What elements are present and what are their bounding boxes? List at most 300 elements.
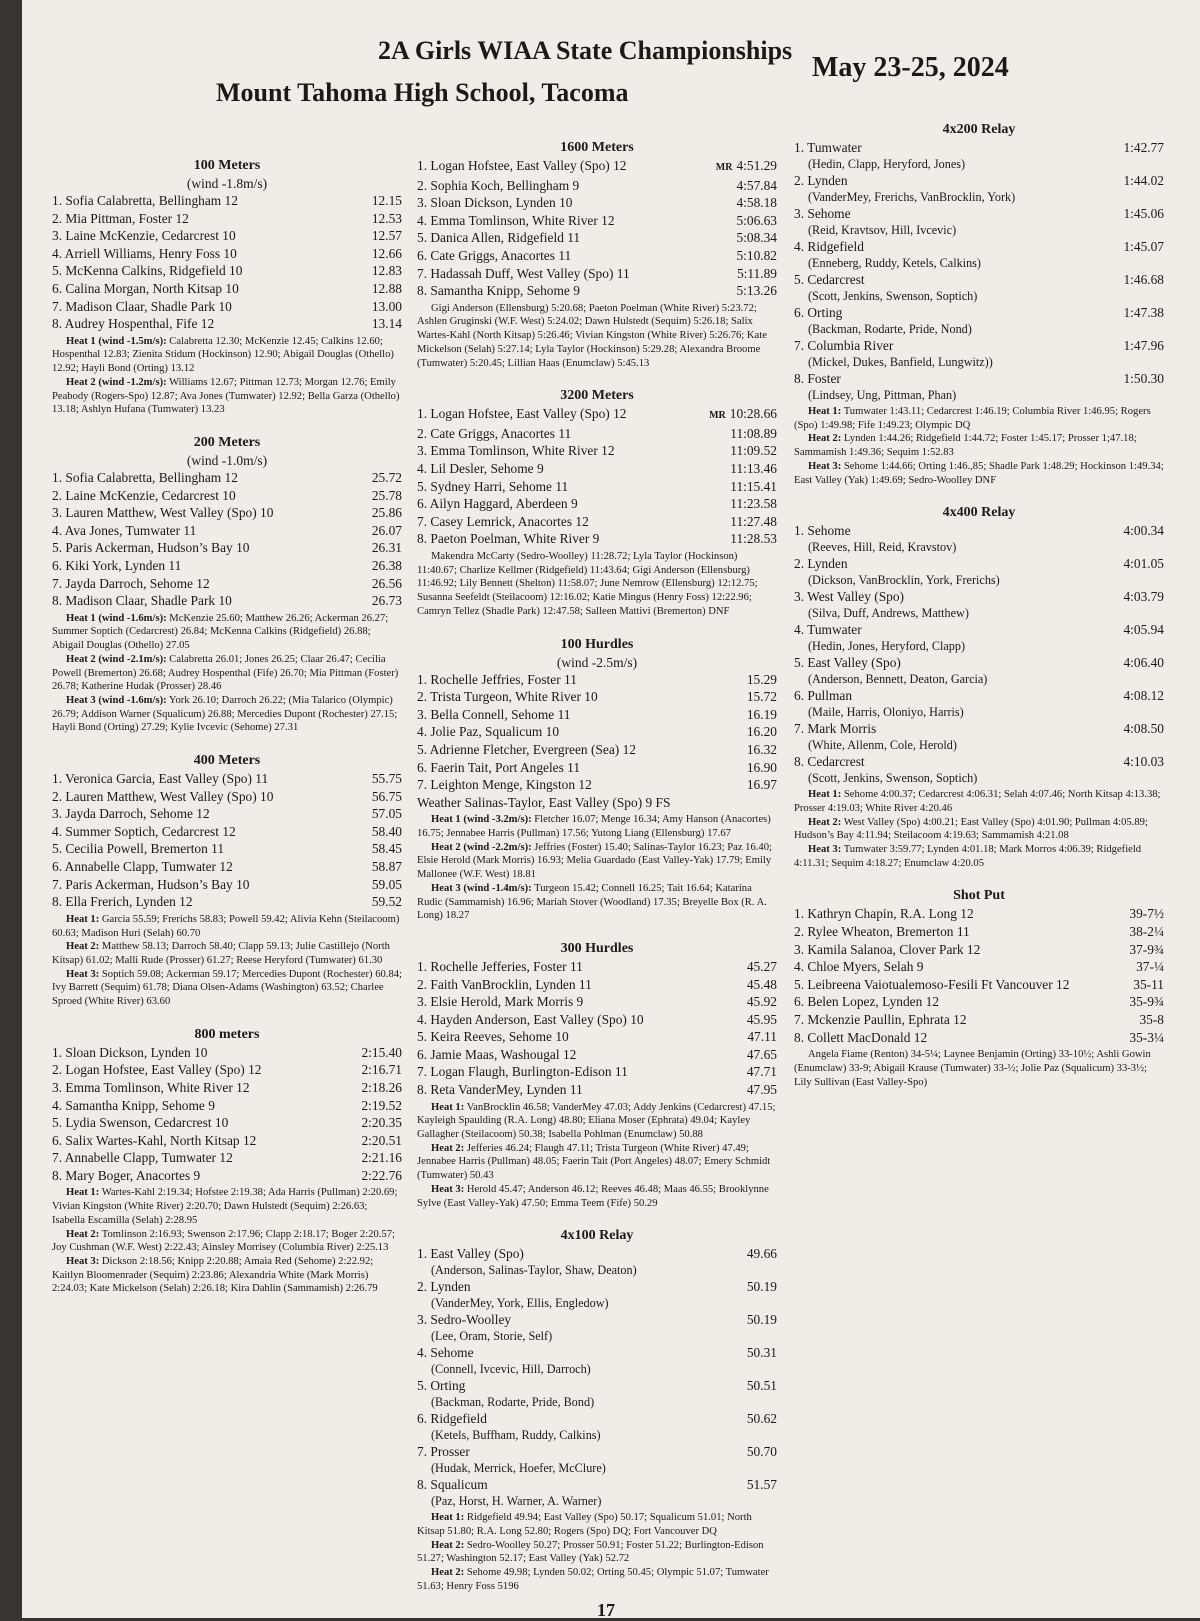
- heat-notes: [794, 405, 1164, 487]
- mark-value: 25.78: [371, 487, 402, 503]
- heat-text: Matthew 58.13; Darroch 58.40; Clapp 59.13; Julie Castillejo (North Kitsap) 61.02; Malli Rude (Prosser) 61.27; Reese Heryford (Tumwater) 61.30: [52, 941, 390, 966]
- athlete: 2. Sophia Koch, Bellingham 9: [417, 177, 580, 193]
- athlete: 4. Emma Tomlinson, White River 12: [417, 212, 615, 228]
- relay-members: (Dickson, VanBrocklin, York, Frerichs): [808, 572, 1000, 587]
- mark: [372, 504, 402, 522]
- heat-line: [52, 335, 402, 376]
- result-row: [52, 840, 402, 858]
- heat-text: Tumwater 1:43.11; Cedarcrest 1:46.19; Columbia River 1:46.95; Rogers (Spo) 1:49.98; Fife 1:49.23; Olympic DQ: [794, 406, 1151, 431]
- result-row: [417, 247, 777, 265]
- heat-notes: [417, 302, 777, 371]
- athlete: 6. Calina Morgan, North Kitsap 10: [52, 280, 239, 296]
- athlete: 3. Lauren Matthew, West Valley (Spo) 10: [52, 505, 274, 521]
- heat-line: [52, 913, 402, 940]
- heat-text: Sedro-Woolley 50.27; Prosser 50.91; Foster 51.22; Burlington-Edison 51.27; Washington 52.17; East Valley (Yak) 52.72: [417, 1539, 764, 1565]
- athlete: 1. Sehome: [794, 523, 851, 539]
- mark: [747, 776, 777, 794]
- athlete: 3. Laine McKenzie, Cedarcrest 10: [52, 228, 236, 244]
- mark-value: 13.14: [371, 316, 402, 332]
- relay-members: (Anderson, Bennett, Deaton, Garcia): [808, 671, 988, 686]
- result-row: [417, 1476, 777, 1494]
- mark: [736, 212, 777, 230]
- athlete: 8. Cedarcrest: [794, 754, 865, 770]
- result-row: [52, 469, 402, 487]
- mark: [747, 706, 777, 724]
- event-gap: [417, 923, 777, 939]
- athlete: 5. McKenna Calkins, Ridgefield 10: [52, 263, 243, 279]
- mark: [372, 245, 402, 263]
- heat-text: Tumwater 3:59.77; Lynden 4:01.18; Mark Morros 4:06.39; Ridgefield 4:11.31; Sequim 4:18.27; Enumclaw 4:20.05: [794, 844, 1142, 869]
- athlete: 1. East Valley (Spo): [417, 1246, 524, 1262]
- result-row: [52, 227, 402, 245]
- result-row: [794, 654, 1164, 672]
- heat-line: [794, 460, 1164, 487]
- heat-label: Heat 3:: [66, 968, 100, 980]
- mark: [736, 247, 777, 265]
- event-400m: [52, 751, 402, 1009]
- result-row: [417, 530, 777, 548]
- result-row: [417, 177, 777, 195]
- heat-notes: [794, 788, 1164, 870]
- heat-text: Ridgefield 49.94; East Valley (Spo) 50.17; Squalicum 51.01; North Kitsap 51.80; R.A. Long 52.80; Rogers (Spo) DQ; Fort Vancouver DQ: [417, 1512, 752, 1537]
- athlete: 3. Sedro-Woolley: [417, 1312, 512, 1328]
- heat-line: [52, 1228, 402, 1255]
- result-row: [417, 1377, 777, 1395]
- mark-value: 12.53: [371, 210, 402, 226]
- heat-notes: [417, 1511, 777, 1593]
- heat-text: VanBrocklin 46.58; VanderMey 47.03; Addy Jenkins (Cedarcrest) 47.15; Kayleigh Spaulding (R.A. Long) 48.80; Eliana Moser (Ephrata) 49.04; Kayley Gallagher (Steilacoom) 50.38; Isabella Pohlman (Enumclaw) 50.88: [417, 1101, 776, 1141]
- heat-label: Heat 1 (wind -1.5m/s):: [66, 335, 167, 347]
- athlete: 8. Madison Claar, Shadle Park 10: [52, 593, 232, 609]
- mark-value: 50.62: [746, 1411, 777, 1427]
- result-row: [417, 1081, 777, 1099]
- event-title: 300 Hurdles: [560, 940, 634, 956]
- heat-line: [417, 841, 777, 882]
- heat-label: Heat 2:: [808, 433, 842, 445]
- relay-members: (Anderson, Salinas-Taylor, Shaw, Deaton): [431, 1262, 637, 1277]
- mark: [1129, 1029, 1164, 1047]
- athlete: 4. Ridgefield: [794, 239, 864, 254]
- athlete: 1. Sofia Calabretta, Bellingham 12: [52, 469, 238, 485]
- athlete: 1. Sofia Calabretta, Bellingham 12: [52, 193, 238, 208]
- athlete: 4. Samantha Knipp, Sehome 9: [52, 1097, 215, 1113]
- athlete: 2. Laine McKenzie, Cedarcrest 10: [52, 487, 236, 503]
- column-1: [52, 156, 402, 1296]
- heat-text: Sehome 49.98; Lynden 50.02; Orting 50.45; Olympic 51.07; Tumwater 51.63; Henry Foss 5196: [417, 1567, 769, 1592]
- heat-label: Heat 2:: [66, 941, 100, 953]
- event-title: 100 Meters: [193, 158, 261, 173]
- result-row: [417, 776, 777, 794]
- result-row: [794, 1029, 1164, 1047]
- heat-notes: [417, 813, 777, 923]
- result-row: [794, 753, 1164, 771]
- result-row: [794, 370, 1164, 388]
- mark: [372, 262, 402, 280]
- athlete: 8. Ella Frerich, Lynden 12: [52, 894, 193, 910]
- mark: [1129, 923, 1164, 941]
- mark-value: 58.40: [371, 823, 402, 839]
- mark: [747, 723, 777, 741]
- mark: [747, 1245, 777, 1263]
- heat-text: McKenzie 25.60; Matthew 26.26; Ackerman 26.27; Summer Soptich (Cedarcrest) 26.84; McKenna Calkins (Ridgefield) 26.88; Abigail Douglas (Othello) 27.05: [52, 612, 389, 652]
- result-row: [52, 823, 402, 841]
- mark-value: 25.72: [371, 469, 402, 485]
- mark: [372, 227, 402, 245]
- mark-value: 35-11: [1133, 976, 1164, 992]
- result-row: [794, 555, 1164, 573]
- mark: [372, 315, 402, 333]
- result-row: [52, 770, 402, 788]
- event-title: Shot Put: [953, 888, 1005, 904]
- heat-line: [794, 405, 1164, 432]
- athlete: 3. Emma Tomlinson, White River 12: [417, 443, 615, 459]
- mark-value: 38-2¼: [1129, 924, 1164, 940]
- result-row: [52, 1149, 402, 1167]
- result-row: [417, 229, 777, 247]
- athlete: 6. Annabelle Clapp, Tumwater 12: [52, 859, 233, 875]
- heat-line: [417, 302, 777, 371]
- mark: [361, 1044, 402, 1062]
- mark: [747, 1476, 777, 1494]
- record-flag: MR: [715, 162, 733, 173]
- mark: [1123, 271, 1164, 289]
- athlete: 4. Sehome: [417, 1345, 474, 1361]
- mark: [747, 1046, 777, 1064]
- athlete: 4. Arriell Williams, Henry Foss 10: [52, 245, 237, 261]
- heat-line: [417, 550, 777, 619]
- athlete: 7. Columbia River: [794, 338, 894, 353]
- result-row: [794, 304, 1164, 322]
- heat-label: Heat 1:: [66, 1187, 100, 1199]
- event-title: 4x400 Relay: [942, 505, 1016, 521]
- relay-members: (VanderMey, Frerichs, VanBrocklin, York): [808, 189, 1016, 204]
- heat-line: [417, 882, 777, 923]
- mark-value: 16.19: [746, 706, 777, 722]
- meet-dates: May 23-25, 2024: [812, 52, 1009, 83]
- result-row: [794, 976, 1164, 994]
- athlete: 3. Bella Connell, Sehome 11: [417, 706, 571, 722]
- mark: [747, 741, 777, 759]
- result-row: [417, 425, 777, 443]
- athlete: 3. Sloan Dickson, Lynden 10: [417, 195, 573, 211]
- mark-value: 11:28.53: [730, 531, 777, 547]
- mark-value: 2:20.35: [361, 1115, 402, 1131]
- heat-line: [52, 612, 402, 653]
- mark-value: 50.51: [746, 1378, 777, 1394]
- result-row: [794, 588, 1164, 606]
- result-row: [52, 522, 402, 540]
- event-1600m: [417, 138, 777, 370]
- relay-members: (Hudak, Merrick, Hoefer, McClure): [431, 1460, 606, 1475]
- relay-members: (Maile, Harris, Oloniyo, Harris): [808, 704, 964, 719]
- athlete: 4. Hayden Anderson, East Valley (Spo) 10: [417, 1011, 644, 1027]
- mark: [372, 876, 402, 894]
- heat-line: [52, 1255, 402, 1296]
- mark-value: 5:06.63: [736, 212, 777, 228]
- program-page: [22, 0, 1200, 1618]
- heat-text: Soptich 59.08; Ackerman 59.17; Mercedies Dupont (Rochester) 60.84; Ivy Barrett (Sequim) 61.78; Diana Olsen-Adams (Washington) 63.52; Charlee Sproed (White River) 63.60: [52, 968, 402, 1008]
- record-flag: MR: [709, 410, 726, 422]
- heat-label: Heat 3 (wind -1.6m/s):: [66, 694, 167, 706]
- athlete: 7. Hadassah Duff, West Valley (Spo) 11: [417, 265, 630, 281]
- heat-line: [52, 940, 402, 967]
- mark: [709, 405, 777, 425]
- mark-value: 26.31: [371, 540, 402, 556]
- mark-value: 12.57: [371, 228, 402, 244]
- mark-value: 59.52: [371, 894, 402, 910]
- athlete: 4. Jolie Paz, Squalicum 10: [417, 724, 560, 740]
- mark-value: 1:46.68: [1123, 272, 1164, 287]
- column-3: [794, 120, 1164, 1089]
- athlete: 6. Belen Lopez, Lynden 12: [794, 994, 940, 1010]
- athlete: 3. Jayda Darroch, Sehome 12: [52, 806, 210, 822]
- event-wind: (wind -2.5m/s): [556, 654, 638, 670]
- athlete: 3. Elsie Herold, Mark Morris 9: [417, 994, 584, 1010]
- mark: [1123, 139, 1164, 157]
- result-row: [417, 460, 777, 478]
- heat-text: Jefferies 46.24; Flaugh 47.11; Trista Turgeon (White River) 47.49; Jennabee Harris (Pullman) 48.05; Faerin Tait (Port Angeles) 48.07; Emery Schmidt (Tumwater) 50.43: [417, 1142, 771, 1182]
- mark-value: 35-8: [1139, 1012, 1164, 1027]
- relay-members: (Enneberg, Ruddy, Ketels, Calkins): [808, 255, 981, 270]
- heat-label: Heat 2 (wind -1.2m/s):: [66, 376, 167, 388]
- result-row: [794, 958, 1164, 976]
- heat-text: Tomlinson 2:16.93; Swenson 2:17.96; Clapp 2:18.17; Boger 2:20.57; Joy Cushman (W.F. West) 2:22.43; Ainsley Morrisey (Columbia River) 2:25.13: [52, 1228, 395, 1254]
- mark-value: 11:23.58: [730, 496, 777, 512]
- athlete: 2. Trista Turgeon, White River 10: [417, 689, 598, 705]
- result-row: [794, 337, 1164, 355]
- mark-value: 4:51.29: [736, 158, 777, 173]
- heat-text: West Valley (Spo) 4:00.21; East Valley (Spo) 4:01.90; Pullman 4:05.89; Hudson’s Bay 4:11.94; Steilacoom 4:19.63; Sammamish 4:21.08: [794, 816, 1148, 842]
- mark-value: 50.70: [746, 1444, 777, 1460]
- mark: [736, 282, 777, 300]
- heat-text: Jeffries (Foster) 15.40; Salinas-Taylor 16.23; Paz 16.40; Elsie Herold (Mark Morris) 16.93; Melia Guardado (East Valley-Yak) 17.79; Emily Mallonee (W.F. West) 18.81: [417, 841, 772, 881]
- heat-label: Heat 2:: [431, 1567, 465, 1579]
- heat-line: [52, 694, 402, 735]
- mark-value: 4:05.94: [1123, 622, 1164, 638]
- athlete: 6. Ridgefield: [417, 1411, 487, 1427]
- mark: [1129, 905, 1164, 923]
- event-gap: [794, 487, 1164, 503]
- mark: [747, 1410, 777, 1428]
- result-row: [52, 557, 402, 575]
- mark: [361, 1167, 402, 1185]
- mark-value: 26.38: [371, 557, 402, 573]
- heat-line: [794, 816, 1164, 843]
- result-row: [794, 687, 1164, 705]
- athlete: 5. Danica Allen, Ridgefield 11: [417, 230, 581, 246]
- mark: [716, 157, 777, 177]
- athlete: 8. Paeton Poelman, White River 9: [417, 531, 600, 547]
- athlete: 5. Sydney Harri, Sehome 11: [417, 478, 569, 494]
- mark: [372, 280, 402, 298]
- mark: [1123, 370, 1164, 388]
- athlete: 2. Faith VanBrocklin, Lynden 11: [417, 976, 592, 992]
- athlete: 4. Chloe Myers, Selah 9: [794, 959, 924, 975]
- relay-members: (Paz, Horst, H. Warner, A. Warner): [431, 1493, 602, 1508]
- mark: [361, 1061, 402, 1079]
- athlete: 7. Leighton Menge, Kingston 12: [417, 777, 592, 793]
- athlete: 3. Sehome: [794, 206, 851, 221]
- heat-line: [52, 1186, 402, 1227]
- heat-label: Heat 1 (wind -1.6m/s):: [66, 612, 167, 624]
- mark-value: 15.72: [746, 689, 777, 705]
- athlete: 8. Squalicum: [417, 1477, 488, 1493]
- heat-text: Herold 45.47; Anderson 46.12; Reeves 46.48; Maas 46.55; Brooklynne Sylve (East Valley-Yak) 47.50; Emma Teem (Fife) 50.29: [417, 1183, 769, 1209]
- mark: [747, 1011, 777, 1029]
- mark-value: 2:20.51: [361, 1132, 402, 1148]
- result-row: [417, 958, 777, 976]
- athlete: 8. Reta VanderMey, Lynden 11: [417, 1082, 583, 1098]
- event-gap: [417, 619, 777, 635]
- athlete: 4. Summer Soptich, Cedarcrest 12: [52, 823, 236, 839]
- mark-value: 47.71: [746, 1064, 777, 1080]
- mark: [747, 1028, 777, 1046]
- mark-value: 37-¼: [1136, 959, 1164, 975]
- mark: [736, 194, 777, 212]
- result-row: [52, 1044, 402, 1062]
- result-row: [417, 1028, 777, 1046]
- heat-line: [417, 1511, 777, 1538]
- mark: [747, 1081, 777, 1099]
- mark: [1123, 687, 1164, 705]
- relay-members: (Scott, Jenkins, Swenson, Soptich): [808, 770, 978, 785]
- result-row: [52, 1132, 402, 1150]
- relay-members: (VanderMey, York, Ellis, Engledow): [431, 1295, 609, 1310]
- mark: [747, 993, 777, 1011]
- result-row: [417, 1245, 777, 1263]
- mark-value: 1:47.96: [1123, 338, 1164, 353]
- result-row: [417, 1311, 777, 1329]
- mark: [1123, 720, 1164, 738]
- mark-value: 4:06.40: [1123, 655, 1164, 671]
- mark: [1123, 555, 1164, 573]
- event-title: 4x200 Relay: [942, 122, 1016, 137]
- event-gap: [52, 1009, 402, 1025]
- mark: [747, 759, 777, 777]
- event-gap: [52, 417, 402, 433]
- event-800m: [52, 1025, 402, 1296]
- mark: [372, 823, 402, 841]
- result-row: [52, 539, 402, 557]
- relay-members: (Hedin, Clapp, Heryford, Jones): [808, 156, 966, 171]
- event-title: 3200 Meters: [560, 388, 634, 404]
- heat-label: Heat 3:: [808, 460, 842, 472]
- mark-value: 11:09.52: [730, 443, 777, 459]
- athlete: 7. Logan Flaugh, Burlington-Edison 11: [417, 1064, 628, 1080]
- result-row: [417, 212, 777, 230]
- heat-notes: [52, 1186, 402, 1296]
- relay-members: (Backman, Rodarte, Pride, Nond): [808, 321, 972, 336]
- mark-value: 2:21.16: [361, 1150, 402, 1166]
- heat-notes: [52, 335, 402, 417]
- mark: [1123, 753, 1164, 771]
- event-100m: [52, 156, 402, 417]
- mark: [747, 1443, 777, 1461]
- result-row: [794, 172, 1164, 190]
- mark-value: 59.05: [371, 876, 402, 892]
- result-row: [52, 876, 402, 894]
- mark-value: 12.83: [371, 263, 402, 279]
- heat-line: [417, 1142, 777, 1183]
- result-row: [794, 941, 1164, 959]
- result-row: [52, 858, 402, 876]
- mark-value: 26.73: [371, 593, 402, 609]
- mark: [1123, 172, 1164, 190]
- result-row: [417, 976, 777, 994]
- athlete: 3. Kamila Salanoa, Clover Park 12: [794, 941, 981, 957]
- relay-members: (Reid, Kravtsov, Hill, Ivcevic): [808, 222, 957, 237]
- mark-value: 5:08.34: [736, 230, 777, 246]
- event-4x400: [794, 503, 1164, 870]
- athlete: 5. Orting: [417, 1378, 466, 1394]
- heat-line: [417, 1539, 777, 1566]
- event-title: 1600 Meters: [560, 140, 634, 155]
- athlete: 5. Lydia Swenson, Cedarcrest 10: [52, 1115, 229, 1131]
- event-title: 800 meters: [194, 1026, 260, 1042]
- mark-value: 2:22.76: [361, 1167, 402, 1183]
- relay-members: (Backman, Rodarte, Pride, Bond): [431, 1394, 595, 1409]
- heat-label: Heat 2:: [66, 1228, 100, 1240]
- mark: [361, 1114, 402, 1132]
- mark: [1123, 621, 1164, 639]
- heat-text: Angela Fiame (Renton) 34-5¼; Laynee Benjamin (Orting) 33-10½; Ashli Gowin (Enumclaw) 33-9; Abigail Krause (Tumwater) 33-½; Jolie Paz (Squalicum) 33-3½; Lily Sullivan (East Valley-Spo): [794, 1049, 1151, 1088]
- mark-value: 12.66: [371, 245, 402, 261]
- mark: [372, 487, 402, 505]
- result-row: [52, 1079, 402, 1097]
- mark: [747, 688, 777, 706]
- mark: [372, 557, 402, 575]
- heat-line: [417, 1566, 777, 1593]
- mark-value: 11:27.48: [730, 513, 777, 529]
- mark: [372, 575, 402, 593]
- athlete: 6. Kiki York, Lynden 11: [52, 557, 182, 573]
- result-row: [52, 1114, 402, 1132]
- athlete: 6. Salix Wartes-Kahl, North Kitsap 12: [52, 1132, 257, 1148]
- heat-text: Lynden 1:44.26; Ridgefield 1:44.72; Foster 1:45.17; Prosser 1;47.18; Sammamish 1:49.36; Sequim 1:52.83: [794, 433, 1137, 459]
- athlete: 2. Lynden: [794, 173, 848, 188]
- mark-value: 11:08.89: [730, 425, 777, 441]
- heat-line: [794, 788, 1164, 815]
- mark: [1123, 522, 1164, 540]
- heat-text: Williams 12.67; Pittman 12.73; Morgan 12.76; Emily Peabody (Rogers-Spo) 12.87; Ava Jones (Tumwater) 12.92; Bella Garza (Othello) 13.18; Ashlyn Hufana (Tumwater) 13.23: [52, 376, 400, 416]
- result-row: [417, 723, 777, 741]
- athlete: 4. Tumwater: [794, 622, 862, 638]
- event-shot: [794, 886, 1164, 1089]
- result-row: [52, 788, 402, 806]
- result-row: [794, 720, 1164, 738]
- mark: [361, 1079, 402, 1097]
- event-title: 100 Hurdles: [560, 636, 634, 652]
- mark: [1123, 588, 1164, 606]
- mark: [1139, 1011, 1164, 1029]
- heat-label: Heat 2:: [808, 816, 842, 828]
- mark-value: 1:45.06: [1123, 206, 1164, 221]
- mark-value: 1:45.07: [1123, 239, 1164, 254]
- heat-notes: [52, 913, 402, 1009]
- athlete: 1. Veronica Garcia, East Valley (Spo) 11: [52, 771, 269, 787]
- relay-members: (Lee, Oram, Storie, Self): [431, 1328, 553, 1343]
- athlete: 6. Cate Griggs, Anacortes 11: [417, 247, 572, 263]
- athlete: 2. Logan Hofstee, East Valley (Spo) 12: [52, 1062, 262, 1078]
- meet-venue: Mount Tahoma High School, Tacoma: [216, 78, 629, 107]
- mark-value: 47.11: [747, 1029, 777, 1045]
- athlete: 4. Ava Jones, Tumwater 11: [52, 522, 197, 538]
- heat-label: Heat 3:: [808, 844, 842, 856]
- athlete: 7. Madison Claar, Shadle Park 10: [52, 298, 232, 314]
- mark-value: 50.19: [746, 1312, 777, 1328]
- athlete: 1. Kathryn Chapin, R.A. Long 12: [794, 906, 974, 922]
- mark: [372, 192, 402, 210]
